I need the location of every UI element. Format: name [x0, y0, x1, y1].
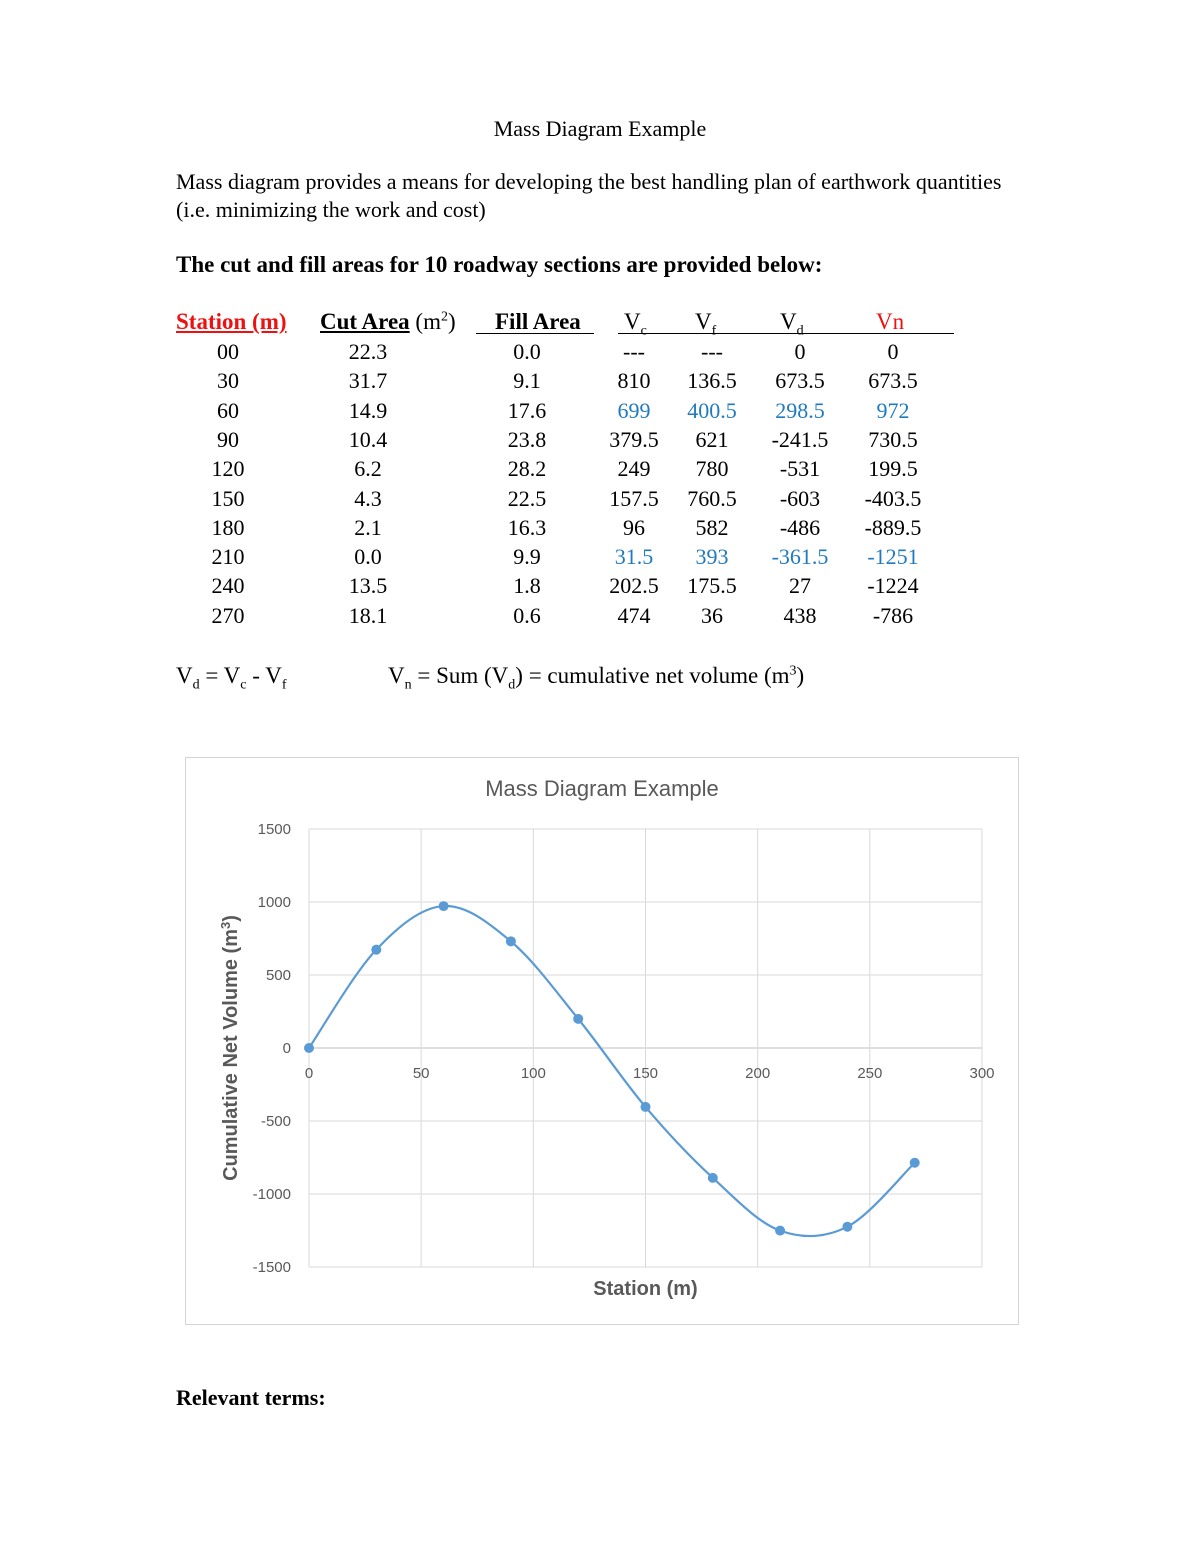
table-cell-station: 90	[217, 426, 239, 452]
x-tick-label: 50	[412, 1065, 430, 1082]
table-cell-station: 270	[211, 602, 245, 628]
table-cell-vf: 393	[695, 544, 729, 570]
table-cell-vc: 474	[617, 602, 651, 628]
table-cell-cut-area: 14.9	[348, 397, 388, 423]
table-cell-vn: 730.5	[868, 426, 918, 452]
header-station: Station (m)	[176, 309, 287, 334]
table-cell-cut-area: 4.3	[354, 485, 382, 511]
table-cell-vc: 699	[617, 397, 651, 423]
data-point	[641, 1102, 651, 1112]
table-cell-vc: 810	[617, 368, 651, 394]
header-vd: $V_d$	[780, 309, 804, 339]
table-cell-fill-area: 9.9	[513, 544, 541, 570]
page-title: Mass Diagram Example	[493, 116, 707, 141]
table-cell-vn: -786	[872, 602, 914, 628]
table-cell-vn: 972	[876, 397, 910, 423]
chart-title: Mass Diagram Example	[485, 776, 719, 801]
table-cell-station: 210	[211, 544, 245, 570]
table-cell-vd: -603	[779, 485, 821, 511]
table-cell-fill-area: 17.6	[507, 397, 547, 423]
table-cell-vf: ---	[701, 339, 723, 364]
x-tick-label: 100	[520, 1065, 546, 1082]
data-point	[573, 1014, 583, 1024]
formula-vd: $V_d = V_c - V_f$	[176, 663, 287, 693]
table-cell-cut-area: 2.1	[354, 514, 382, 540]
table-cell-station: 240	[211, 573, 245, 599]
mass-diagram-chart	[186, 758, 1018, 1324]
header-underline-volumes	[618, 333, 954, 334]
x-tick-label: 150	[632, 1065, 659, 1082]
y-tick-label: 0	[282, 1040, 291, 1057]
table-cell-cut-area: 13.5	[348, 573, 388, 599]
intro-paragraph: Mass diagram provides a means for developing the best handling plan of earthwork quantities (i.e. minimizing the work and cost)	[176, 169, 1002, 222]
x-tick-label: 300	[969, 1065, 995, 1082]
data-point	[708, 1173, 718, 1183]
data-point	[842, 1222, 852, 1232]
header-underline-fill	[476, 333, 594, 334]
y-tick-label: -1000	[252, 1186, 291, 1203]
x-axis-label: Station (m)	[593, 1278, 698, 1300]
x-tick-label: 250	[857, 1065, 883, 1082]
table-cell-station: 00	[217, 339, 239, 364]
table-cell-station: 30	[217, 368, 239, 394]
y-tick-label: 500	[265, 967, 291, 984]
table-cell-vd: 27	[789, 573, 811, 599]
table-cell-vf: 621	[695, 426, 729, 452]
data-point	[910, 1158, 920, 1168]
table-cell-cut-area: 0.0	[354, 544, 382, 570]
y-tick-label: 1500	[257, 821, 291, 838]
table-cell-cut-area: 6.2	[354, 456, 382, 482]
table-cell-vc: 379.5	[609, 426, 659, 452]
table-cell-vn: 673.5	[868, 368, 918, 394]
table-cell-fill-area: 1.8	[513, 573, 541, 599]
table-cell-fill-area: 0.6	[513, 602, 541, 628]
table-cell-vn: 0	[887, 339, 899, 364]
table-lead-text: The cut and fill areas for 10 roadway sections are provided below:	[176, 252, 823, 277]
table-cell-vn: -889.5	[864, 514, 922, 540]
table-cell-vd: -486	[779, 514, 821, 540]
y-tick-label: -500	[260, 1113, 291, 1130]
table-cell-station: 120	[211, 456, 245, 482]
table-cell-vn: -1251	[867, 544, 919, 570]
y-tick-label: 1000	[257, 894, 291, 911]
table-cell-cut-area: 22.3	[348, 339, 388, 364]
formula-vn: $V_n$ = Sum $(V_d)$ = cumulative net volume $(m^3)$	[388, 663, 805, 693]
header-vn: Vn	[876, 309, 905, 334]
table-cell-vf: 582	[695, 514, 729, 540]
table-cell-vn: -1224	[867, 573, 919, 599]
data-point	[439, 901, 449, 911]
relevant-terms-heading: Relevant terms:	[176, 1385, 326, 1410]
table-cell-fill-area: 28.2	[507, 456, 547, 482]
table-cell-vf: 780	[695, 456, 729, 482]
data-point	[506, 936, 516, 946]
table-cell-vd: -361.5	[771, 544, 829, 570]
table-cell-vf: 136.5	[687, 368, 737, 394]
table-cell-cut-area: 18.1	[348, 602, 388, 628]
table-cell-station: 60	[217, 397, 239, 423]
table-cell-cut-area: 31.7	[348, 368, 388, 394]
data-point	[775, 1226, 785, 1236]
data-point	[304, 1043, 314, 1053]
table-cell-fill-area: 9.1	[513, 368, 541, 394]
table-cell-vc: 157.5	[609, 485, 659, 511]
header-fill-area: Fill Area	[495, 309, 581, 334]
table-cell-vc: 202.5	[609, 573, 659, 599]
table-cell-vc: ---	[623, 339, 645, 364]
header-cut-area: Cut Area $(m^2)$	[320, 309, 456, 334]
table-cell-vc: 31.5	[614, 544, 654, 570]
y-tick-label: -1500	[252, 1259, 291, 1276]
table-cell-vf: 760.5	[687, 485, 737, 511]
table-cell-vd: -531	[779, 456, 821, 482]
chart-container	[185, 757, 1019, 1325]
table-cell-vf: 36	[701, 602, 723, 628]
table-cell-cut-area: 10.4	[348, 426, 388, 452]
table-cell-fill-area: 23.8	[507, 426, 547, 452]
table-cell-vf: 175.5	[687, 573, 737, 599]
table-cell-station: 180	[211, 514, 245, 540]
data-point	[371, 945, 381, 955]
table-cell-station: 150	[211, 485, 245, 511]
header-vc: $V_c$	[624, 309, 647, 339]
table-cell-vc: 96	[623, 514, 645, 540]
table-cell-vc: 249	[617, 456, 651, 482]
y-axis-label: Cumulative Net Volume $(m^3)$	[217, 915, 242, 1181]
table-cell-vd: 438	[783, 602, 817, 628]
table-cell-vn: 199.5	[868, 456, 918, 482]
table-cell-vd: 298.5	[775, 397, 825, 423]
table-cell-vn: -403.5	[864, 485, 922, 511]
header-vf: $V_f$	[695, 309, 717, 339]
series-line	[309, 906, 915, 1236]
table-cell-fill-area: 0.0	[513, 339, 541, 364]
table-cell-vf: 400.5	[687, 397, 737, 423]
x-tick-label: 200	[745, 1065, 771, 1082]
x-tick-label: 0	[304, 1065, 314, 1082]
table-cell-fill-area: 16.3	[507, 514, 547, 540]
table-cell-vd: 0	[794, 339, 806, 364]
table-cell-vd: 673.5	[775, 368, 825, 394]
table-cell-fill-area: 22.5	[507, 485, 547, 511]
table-cell-vd: -241.5	[771, 426, 829, 452]
